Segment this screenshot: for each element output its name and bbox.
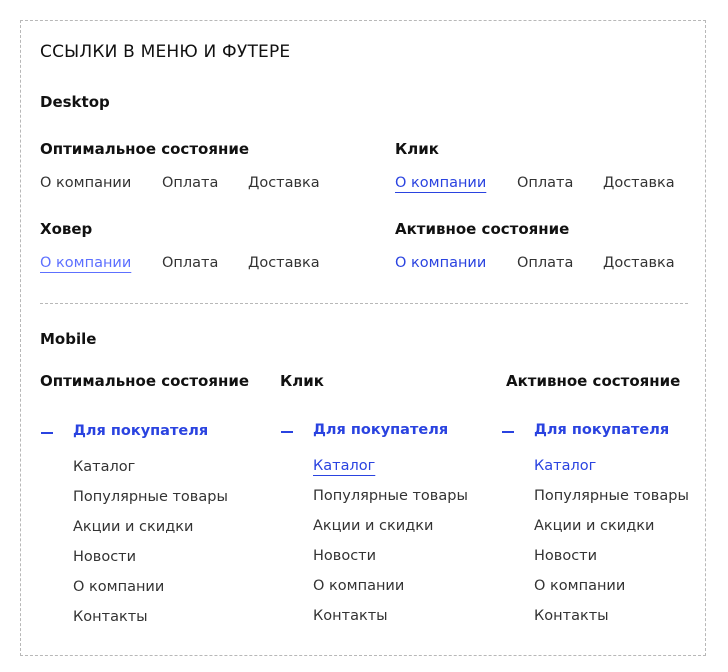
mobile-optimal-item-sales[interactable]: Акции и скидки — [73, 519, 194, 535]
section-divider — [40, 303, 688, 304]
page-title: ССЫЛКИ В МЕНЮ И ФУТЕРЕ — [40, 42, 291, 62]
desktop-optimal-link-payment[interactable]: Оплата — [162, 175, 219, 191]
mobile-active-item-contacts[interactable]: Контакты — [534, 608, 609, 624]
desktop-click-link-payment[interactable]: Оплата — [517, 175, 574, 191]
mobile-click-item-about[interactable]: О компании — [313, 578, 405, 594]
mobile-click-group-header[interactable]: Для покупателя — [313, 422, 449, 438]
mobile-active-item-sales[interactable]: Акции и скидки — [534, 518, 655, 534]
mobile-optimal-label: Оптимальное состояние — [40, 372, 250, 390]
desktop-active-link-payment[interactable]: Оплата — [517, 255, 574, 271]
desktop-hover-link-delivery[interactable]: Доставка — [248, 255, 320, 271]
mobile-active-group-header[interactable]: Для покупателя — [534, 422, 670, 438]
mobile-optimal-group-header[interactable]: Для покупателя — [73, 423, 209, 439]
mobile-optimal-item-news[interactable]: Новости — [73, 549, 137, 565]
mobile-click-item-contacts[interactable]: Контакты — [313, 608, 388, 624]
mobile-active-item-news[interactable]: Новости — [534, 548, 598, 564]
desktop-click-label: Клик — [395, 140, 439, 158]
mobile-section-label: Mobile — [40, 330, 97, 348]
desktop-click-link-delivery[interactable]: Доставка — [603, 175, 675, 191]
mobile-optimal-item-contacts[interactable]: Контакты — [73, 609, 148, 625]
minus-icon[interactable] — [281, 431, 293, 433]
desktop-hover-link-about[interactable]: О компании — [40, 255, 132, 271]
minus-icon[interactable] — [502, 431, 514, 433]
desktop-hover-link-payment[interactable]: Оплата — [162, 255, 219, 271]
minus-icon[interactable] — [41, 432, 53, 434]
mobile-optimal-item-catalog[interactable]: Каталог — [73, 459, 136, 475]
mobile-click-label: Клик — [280, 372, 324, 390]
desktop-optimal-link-about[interactable]: О компании — [40, 175, 132, 191]
desktop-hover-label: Ховер — [40, 220, 93, 238]
mobile-click-item-sales[interactable]: Акции и скидки — [313, 518, 434, 534]
desktop-optimal-label: Оптимальное состояние — [40, 140, 250, 158]
mobile-optimal-item-about[interactable]: О компании — [73, 579, 165, 595]
desktop-optimal-link-delivery[interactable]: Доставка — [248, 175, 320, 191]
desktop-active-link-delivery[interactable]: Доставка — [603, 255, 675, 271]
desktop-active-label: Активное состояние — [395, 220, 570, 238]
mobile-optimal-item-popular[interactable]: Популярные товары — [73, 489, 228, 505]
mobile-active-item-popular[interactable]: Популярные товары — [534, 488, 689, 504]
desktop-active-link-about[interactable]: О компании — [395, 255, 487, 271]
desktop-click-link-about[interactable]: О компании — [395, 175, 487, 191]
mobile-active-item-about[interactable]: О компании — [534, 578, 626, 594]
desktop-section-label: Desktop — [40, 93, 110, 111]
mobile-click-item-news[interactable]: Новости — [313, 548, 377, 564]
mobile-active-item-catalog[interactable]: Каталог — [534, 458, 597, 474]
mobile-active-label: Активное состояние — [506, 372, 681, 390]
mobile-click-item-popular[interactable]: Популярные товары — [313, 488, 468, 504]
mobile-click-item-catalog[interactable]: Каталог — [313, 458, 376, 474]
